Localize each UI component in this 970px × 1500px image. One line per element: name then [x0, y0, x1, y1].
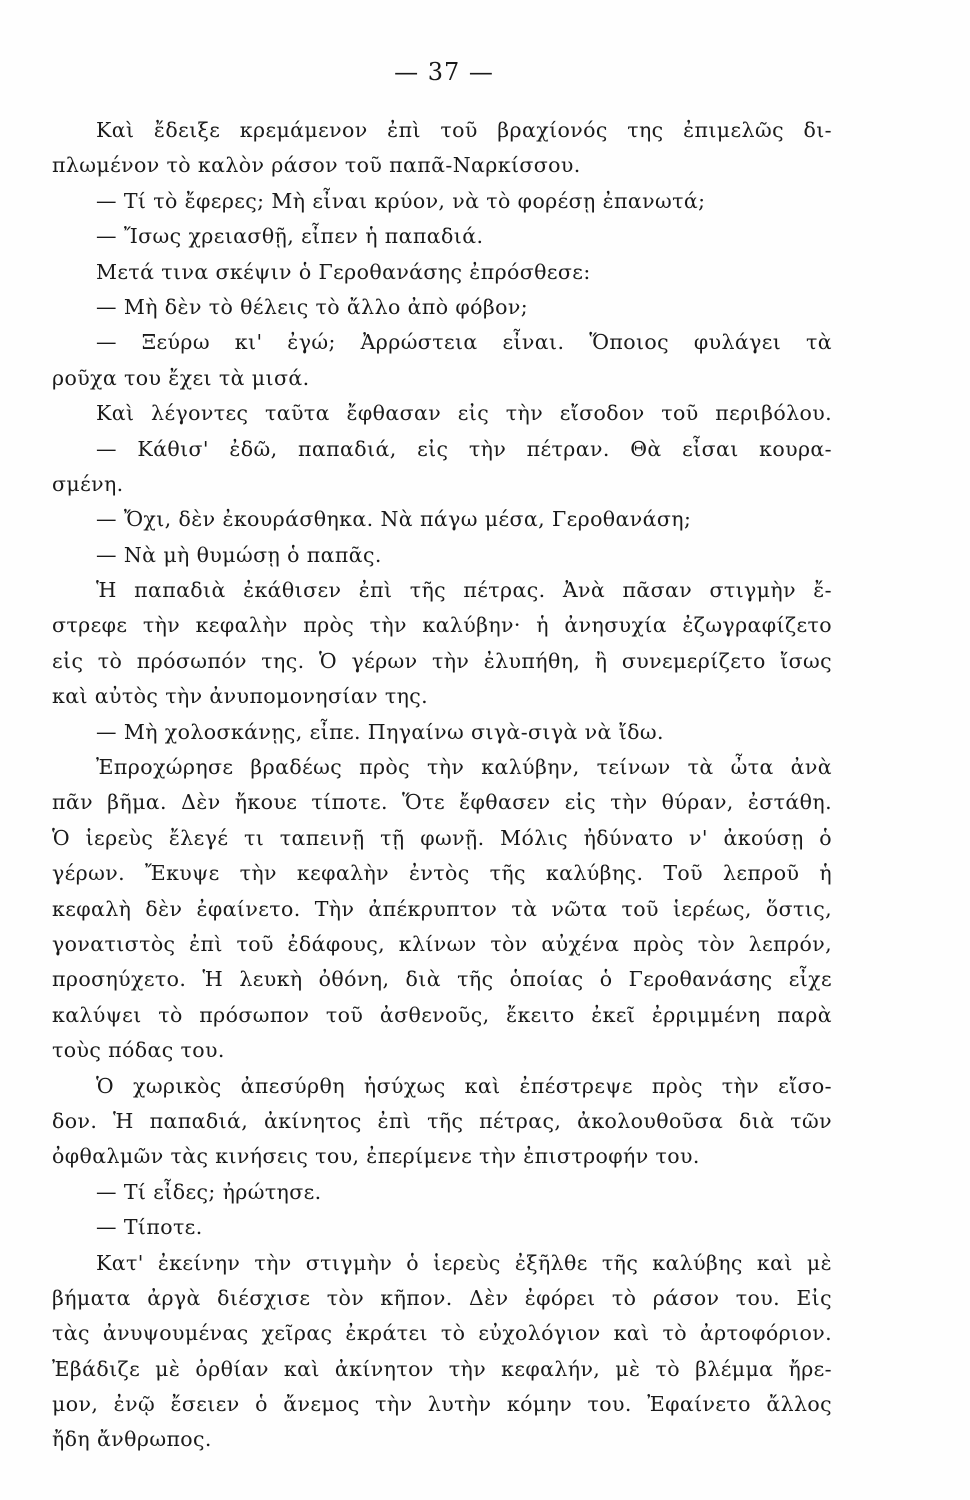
text-line: γέρων. Ἔκυψε τὴν κεφαλὴν ἐντὸς τῆς καλύβης. Τοῦ λεπροῦ ἡ — [52, 861, 832, 886]
text-line: γονατιστὸς ἐπὶ τοῦ ἐδάφους, κλίνων τὸν αὐχένα πρὸς τὸν λεπρόν, — [52, 931, 832, 956]
text-line: τὰς ἀνυψουμένας χεῖρας ἐκράτει τὸ εὐχολόγιον καὶ τὸ ἀρτοφόριον. — [52, 1321, 832, 1346]
text-line: πλωμένον τὸ καλὸν ράσον τοῦ παπᾶ-Ναρκίσσου. — [52, 153, 581, 178]
text-line: προσηύχετο. Ἡ λευκὴ ὀθόνη, διὰ τῆς ὁποίας ὁ Γεροθανάσης εἶχε — [52, 967, 832, 992]
text-line: δον. Ἡ παπαδιά, ἀκίνητος ἐπὶ τῆς πέτρας, ἀκολουθοῦσα διὰ τῶν — [52, 1108, 832, 1133]
text-line: σμένη. — [52, 471, 124, 496]
text-line: Ὁ χωρικὸς ἀπεσύρθη ἡσύχως καὶ ἐπέστρεψε πρὸς τὴν εἴσο- — [96, 1073, 832, 1098]
text-line: βήματα ἀργὰ διέσχισε τὸν κῆπον. Δὲν ἐφόρει τὸ ράσον του. Εἰς — [52, 1285, 832, 1310]
text-line: πᾶν βῆμα. Δὲν ἤκουε τίποτε. Ὅτε ἔφθασεν εἰς τὴν θύραν, ἐστάθη. — [52, 790, 832, 815]
text-line: τοὺς πόδας του. — [52, 1038, 225, 1063]
text-line: καλύψει τὸ πρόσωπον τοῦ ἀσθενοῦς, ἔκειτο ἐκεῖ ἐρριμμένη παρὰ — [52, 1002, 832, 1027]
text-line: — Τίποτε. — [96, 1215, 203, 1240]
text-line: ἤδη ἄνθρωπος. — [52, 1427, 212, 1452]
text-line: — Ὄχι, δὲν ἐκουράσθηκα. Νὰ πάγω μέσα, Γεροθανάση; — [96, 507, 692, 532]
text-line: κεφαλὴ δὲν ἐφαίνετο. Τὴν ἀπέκρυπτον τὰ νῶτα τοῦ ἱερέως, ὅστις, — [52, 896, 832, 921]
text-line: Ἡ παπαδιὰ ἐκάθισεν ἐπὶ τῆς πέτρας. Ἀνὰ πᾶσαν στιγμὴν ἔ- — [96, 578, 832, 603]
text-line: Κατ' ἐκείνην τὴν στιγμὴν ὁ ἱερεὺς ἐξῆλθε τῆς καλύβης καὶ μὲ — [96, 1250, 832, 1275]
text-line: Ἐβάδιζε μὲ ὀρθίαν καὶ ἀκίνητον τὴν κεφαλήν, μὲ τὸ βλέμμα ἤρε- — [52, 1356, 832, 1381]
text-line: εἰς τὸ πρόσωπόν της. Ὁ γέρων τὴν ἐλυπήθη, ἢ συνεμερίζετο ἴσως — [52, 648, 832, 673]
text-line: — Ξεύρω κι' ἐγώ; Ἀρρώστεια εἶναι. Ὅποιος φυλάγει τὰ — [96, 330, 832, 355]
text-line: Ὁ ἱερεὺς ἔλεγέ τι ταπεινῇ τῇ φωνῇ. Μόλις ἠδύνατο ν' ἀκούσῃ ὁ — [52, 825, 832, 850]
text-line: καὶ αὐτὸς τὴν ἀνυπομονησίαν της. — [52, 684, 429, 709]
text-line: στρεφε τὴν κεφαλὴν πρὸς τὴν καλύβην· ἡ ἀνησυχία ἐζωγραφίζετο — [52, 613, 832, 638]
page-number: — 37 — — [394, 58, 494, 86]
text-line: — Ἴσως χρειασθῇ, εἶπεν ἡ παπαδιά. — [96, 224, 484, 249]
text-line: ροῦχα του ἔχει τὰ μισά. — [52, 365, 310, 390]
text-line: — Νὰ μὴ θυμώσῃ ὁ παπᾶς. — [96, 542, 382, 567]
text-line: μον, ἐνῷ ἔσειεν ὁ ἄνεμος τὴν λυτὴν κόμην του. Ἐφαίνετο ἄλλος — [52, 1392, 832, 1417]
text-line: — Τί τὸ ἔφερες; Μὴ εἶναι κρύον, νὰ τὸ φορέσῃ ἐπανωτά; — [96, 188, 706, 213]
text-line: ὀφθαλμῶν τὰς κινήσεις του, ἐπερίμενε τὴν ἐπιστροφήν του. — [52, 1144, 700, 1169]
text-line: Καὶ λέγοντες ταῦτα ἔφθασαν εἰς τὴν εἴσοδον τοῦ περιβόλου. — [96, 401, 832, 426]
text-line: — Κάθισ' ἐδῶ, παπαδιά, εἰς τὴν πέτραν. Θὰ εἶσαι κουρα- — [96, 436, 832, 461]
text-line: — Τί εἶδες; ἠρώτησε. — [96, 1179, 322, 1204]
text-line: Ἐπροχώρησε βραδέως πρὸς τὴν καλύβην, τείνων τὰ ὦτα ἀνὰ — [96, 755, 832, 780]
body-text — [52, 113, 832, 1458]
text-line: Καὶ ἔδειξε κρεμάμενον ἐπὶ τοῦ βραχίονός της ἐπιμελῶς δι- — [96, 118, 832, 142]
text-line: — Μὴ χολοσκάνῃς, εἶπε. Πηγαίνω σιγὰ-σιγὰ νὰ ἴδω. — [96, 719, 664, 744]
text-line: — Μὴ δὲν τὸ θέλεις τὸ ἄλλο ἀπὸ φόβον; — [96, 294, 529, 319]
text-line: Μετά τινα σκέψιν ὁ Γεροθανάσης ἐπρόσθεσε: — [96, 259, 591, 284]
